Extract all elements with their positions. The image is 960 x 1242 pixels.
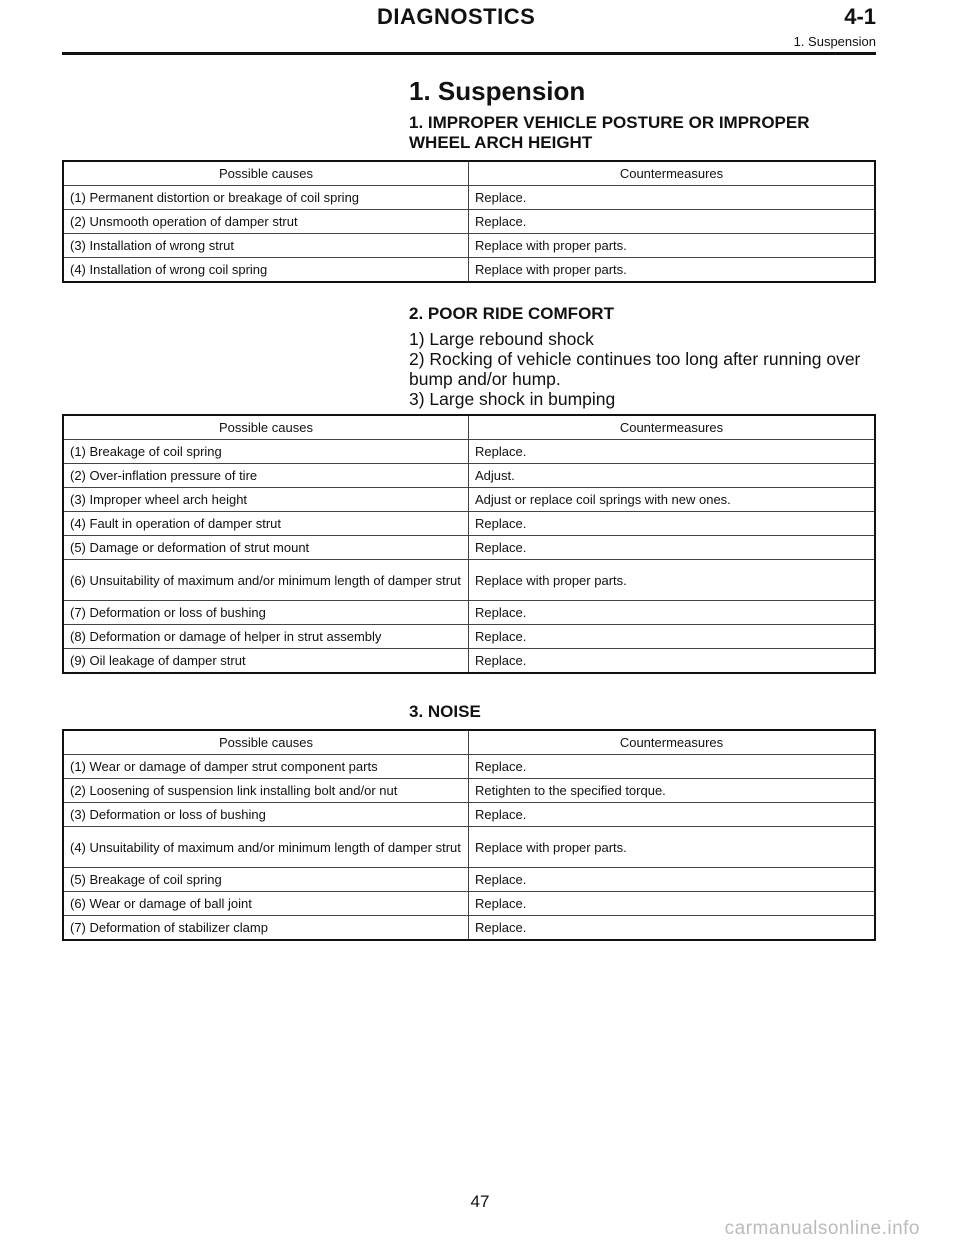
table-row [63,440,875,464]
table-row [63,625,875,649]
cause-cell: (5) Damage or deformation of strut mount [63,536,469,560]
noise-causes-table [62,729,876,941]
causes-header: Possible causes [63,161,469,186]
table-row [63,488,875,512]
countermeasure-cell: Replace. [469,916,876,941]
countermeasure-cell: Adjust. [469,464,876,488]
countermeasure-cell: Replace with proper parts. [469,258,876,283]
countermeasure-cell: Replace. [469,440,876,464]
countermeasure-cell: Replace. [469,755,876,779]
cause-cell: (9) Oil leakage of damper strut [63,649,469,674]
table-row [63,755,875,779]
header-rule [62,52,876,55]
table-row [63,536,875,560]
ride-comfort-causes-table [62,414,876,674]
cause-cell: (7) Deformation or loss of bushing [63,601,469,625]
section-1-heading: 1. IMPROPER VEHICLE POSTURE OR IMPROPER WHEEL ARCH HEIGHT [409,113,810,152]
table-row [63,560,875,601]
section-2-heading: 2. POOR RIDE COMFORT [409,304,614,323]
cause-cell: (7) Deformation of stabilizer clamp [63,916,469,941]
countermeasure-cell: Replace. [469,210,876,234]
countermeasure-cell: Replace. [469,601,876,625]
countermeasure-cell: Replace. [469,625,876,649]
cause-cell: (2) Unsmooth operation of damper strut [63,210,469,234]
page-number: 47 [470,1192,490,1211]
countermeasure-cell: Replace. [469,868,876,892]
countermeasures-header: Countermeasures [469,730,876,755]
cause-cell: (5) Breakage of coil spring [63,868,469,892]
page-header [62,0,876,60]
countermeasure-cell: Replace. [469,536,876,560]
table-row [63,803,875,827]
table-row [63,779,875,803]
cause-cell: (1) Breakage of coil spring [63,440,469,464]
header-title: DIAGNOSTICS [377,4,536,29]
cause-cell: (3) Improper wheel arch height [63,488,469,512]
table-row [63,464,875,488]
cause-cell: (3) Installation of wrong strut [63,234,469,258]
table-row [63,512,875,536]
table-row [63,649,875,674]
countermeasure-cell: Retighten to the specified torque. [469,779,876,803]
table-row [63,827,875,868]
cause-cell: (1) Permanent distortion or breakage of coil spring [63,186,469,210]
table-row [63,892,875,916]
countermeasure-cell: Replace. [469,649,876,674]
table-row [63,234,875,258]
symptom-item: 3) Large shock in bumping [409,389,616,409]
cause-cell: (2) Over-inflation pressure of tire [63,464,469,488]
table-row [63,186,875,210]
table-header-row [63,730,875,755]
cause-cell: (6) Wear or damage of ball joint [63,892,469,916]
countermeasure-cell: Replace. [469,892,876,916]
table-row [63,210,875,234]
causes-header: Possible causes [63,730,469,755]
table-row [63,868,875,892]
countermeasure-cell: Replace with proper parts. [469,560,876,601]
countermeasure-cell: Replace. [469,803,876,827]
countermeasure-cell: Replace with proper parts. [469,827,876,868]
table-row [63,601,875,625]
countermeasure-cell: Replace. [469,512,876,536]
causes-header: Possible causes [63,415,469,440]
symptom-item: 1) Large rebound shock [409,329,594,349]
cause-cell: (1) Wear or damage of damper strut component parts [63,755,469,779]
posture-causes-table [62,160,876,283]
cause-cell: (4) Installation of wrong coil spring [63,258,469,283]
cause-cell: (2) Loosening of suspension link installing bolt and/or nut [63,779,469,803]
table-row [63,258,875,283]
countermeasure-cell: Adjust or replace coil springs with new ones. [469,488,876,512]
table-row [63,916,875,941]
cause-cell: (3) Deformation or loss of bushing [63,803,469,827]
header-section-code: 4-1 [844,4,876,29]
table-header-row [63,415,875,440]
section-title: 1. Suspension [409,76,586,106]
section-3-heading: 3. NOISE [409,702,481,721]
watermark: carmanualsonline.info [724,1218,920,1239]
cause-cell: (4) Fault in operation of damper strut [63,512,469,536]
countermeasures-header: Countermeasures [469,161,876,186]
table-header-row [63,161,875,186]
cause-cell: (8) Deformation or damage of helper in strut assembly [63,625,469,649]
header-subtitle: 1. Suspension [793,34,876,49]
symptom-item: 2) Rocking of vehicle continues too long after running over bump and/or hump. [409,349,861,389]
countermeasure-cell: Replace with proper parts. [469,234,876,258]
cause-cell: (4) Unsuitability of maximum and/or minimum length of damper strut [63,827,469,868]
countermeasure-cell: Replace. [469,186,876,210]
countermeasures-header: Countermeasures [469,415,876,440]
cause-cell: (6) Unsuitability of maximum and/or minimum length of damper strut [63,560,469,601]
